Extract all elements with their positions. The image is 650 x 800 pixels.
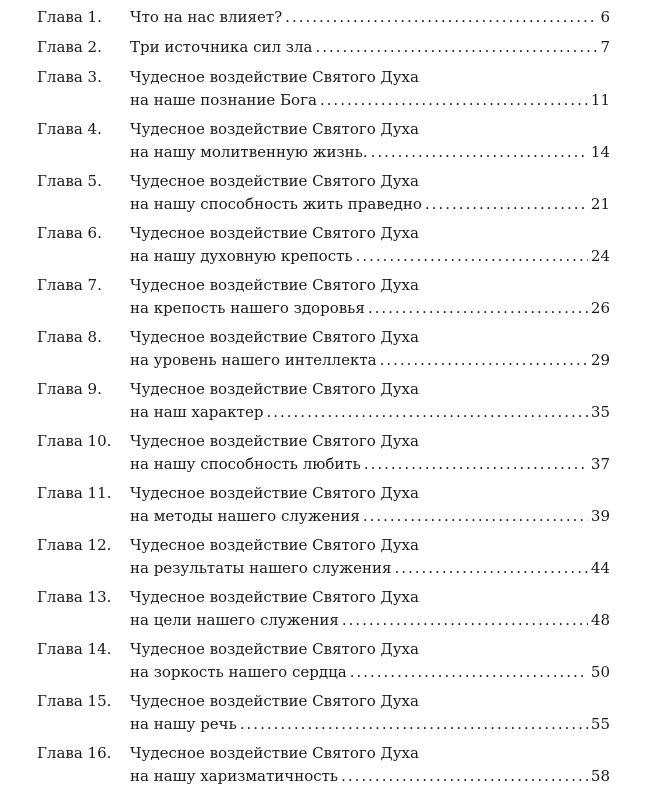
chapter-title-line <box>130 587 610 607</box>
chapter-title-text: на крепость нашего здоровья <box>130 299 365 317</box>
dot-leader <box>425 194 588 214</box>
chapter-title-text: Три источника сил зла <box>130 38 313 56</box>
chapter-label: Глава 8. <box>37 328 102 346</box>
chapter-title-text: на уровень нашего интеллекта <box>130 351 377 369</box>
page-number: 48 <box>590 611 610 629</box>
chapter-title-text: на наш характер <box>130 403 264 421</box>
chapter-title-text: Чудесное воздействие Святого Духа <box>130 536 419 554</box>
dot-leader <box>315 37 597 57</box>
chapter-title-line-with-page <box>130 350 610 370</box>
page-number: 11 <box>590 91 610 109</box>
chapter-title-line-with-page <box>130 610 610 630</box>
page-number: 21 <box>590 195 610 213</box>
chapter-title-line <box>130 67 610 87</box>
dot-leader <box>341 766 588 786</box>
page-number: 55 <box>590 715 610 733</box>
chapter-title-text: Чудесное воздействие Святого Духа <box>130 640 419 658</box>
chapter-title-text: Чудесное воздействие Святого Духа <box>130 380 419 398</box>
chapter-title-text: Чудесное воздействие Святого Духа <box>130 744 419 762</box>
chapter-title-text: на нашу способность любить <box>130 455 361 473</box>
chapter-label: Глава 10. <box>37 432 112 450</box>
chapter-title-text: Чудесное воздействие Святого Духа <box>130 484 419 502</box>
page-number: 14 <box>590 143 610 161</box>
chapter-title-text: на нашу молитвенную жизнь. <box>130 143 368 161</box>
chapter-title-line-with-page <box>130 558 610 578</box>
page-number: 39 <box>590 507 610 525</box>
page-number: 50 <box>590 663 610 681</box>
chapter-label: Глава 12. <box>37 536 112 554</box>
chapter-label: Глава 14. <box>37 640 112 658</box>
chapter-label: Глава 2. <box>37 38 102 56</box>
chapter-title-text: Чудесное воздействие Святого Духа <box>130 172 419 190</box>
chapter-title-text: на нашу речь <box>130 715 237 733</box>
chapter-title-line <box>130 691 610 711</box>
dot-leader <box>342 610 588 630</box>
chapter-title-line-with-page <box>130 298 610 318</box>
chapter-label: Глава 5. <box>37 172 102 190</box>
page-number: 44 <box>590 559 610 577</box>
dot-leader <box>350 662 588 682</box>
page-number: 6 <box>600 8 610 26</box>
chapter-label: Глава 7. <box>37 276 102 294</box>
chapter-title-text: Чудесное воздействие Святого Духа <box>130 120 419 138</box>
page-number: 35 <box>590 403 610 421</box>
dot-leader <box>356 246 588 266</box>
dot-leader <box>363 506 588 526</box>
chapter-title-text: Чудесное воздействие Святого Духа <box>130 588 419 606</box>
chapter-title-line <box>130 483 610 503</box>
chapter-label: Глава 1. <box>37 8 102 26</box>
chapter-label: Глава 11. <box>37 484 112 502</box>
chapter-title-line <box>130 379 610 399</box>
chapter-title-line <box>130 743 610 763</box>
chapter-title-line-with-page <box>130 766 610 786</box>
chapter-title-line-with-page <box>130 506 610 526</box>
chapter-label: Глава 16. <box>37 744 112 762</box>
chapter-title-line <box>130 119 610 139</box>
chapter-title-line-with-page <box>130 194 610 214</box>
chapter-title-text: на результаты нашего служения <box>130 559 392 577</box>
dot-leader <box>266 402 587 422</box>
chapter-label: Глава 9. <box>37 380 102 398</box>
chapter-title-text: Чудесное воздействие Святого Духа <box>130 432 419 450</box>
chapter-title-line-with-page <box>130 402 610 422</box>
chapter-label: Глава 6. <box>37 224 102 242</box>
chapter-title-text: на цели нашего служения <box>130 611 339 629</box>
chapter-title-text: на наше познание Бога <box>130 91 317 109</box>
chapter-title-text: Чудесное воздействие Святого Духа <box>130 224 419 242</box>
page-number: 29 <box>590 351 610 369</box>
page-number: 58 <box>590 767 610 785</box>
chapter-label: Глава 13. <box>37 588 112 606</box>
chapter-title-line <box>130 327 610 347</box>
dot-leader <box>320 90 588 110</box>
page-number: 7 <box>600 38 610 56</box>
chapter-title-line-with-page <box>130 246 610 266</box>
chapter-title-line <box>130 171 610 191</box>
dot-leader <box>371 142 588 162</box>
chapter-title-text: на нашу харизматичность <box>130 767 339 785</box>
dot-leader <box>368 298 588 318</box>
chapter-title-text: Чудесное воздействие Святого Духа <box>130 692 419 710</box>
page-number: 37 <box>590 455 610 473</box>
chapter-title-line <box>130 639 610 659</box>
chapter-title-text: на нашу способность жить праведно <box>130 195 422 213</box>
chapter-title-line-with-page <box>130 37 610 57</box>
dot-leader <box>394 558 587 578</box>
chapter-label: Глава 4. <box>37 120 102 138</box>
chapter-title-text: на нашу духовную крепость <box>130 247 353 265</box>
dot-leader <box>380 350 588 370</box>
chapter-title-line <box>130 223 610 243</box>
chapter-title-text: на зоркость нашего сердца <box>130 663 347 681</box>
page-number: 26 <box>590 299 610 317</box>
chapter-title-text: на методы нашего служения <box>130 507 360 525</box>
chapter-title-line-with-page <box>130 454 610 474</box>
chapter-title-line-with-page <box>130 142 610 162</box>
chapter-title-line-with-page <box>130 662 610 682</box>
page-number: 24 <box>590 247 610 265</box>
chapter-title-line <box>130 275 610 295</box>
chapter-title-line-with-page <box>130 90 610 110</box>
chapter-title-text: Чудесное воздействие Святого Духа <box>130 276 419 294</box>
chapter-label: Глава 15. <box>37 692 112 710</box>
dot-leader <box>364 454 588 474</box>
chapter-title-line <box>130 431 610 451</box>
dot-leader <box>240 714 588 734</box>
chapter-label: Глава 3. <box>37 68 102 86</box>
chapter-title-line-with-page <box>130 7 610 27</box>
dot-leader <box>285 7 597 27</box>
chapter-title-line-with-page <box>130 714 610 734</box>
chapter-title-text: Что на нас влияет? <box>130 8 283 26</box>
chapter-title-text: Чудесное воздействие Святого Духа <box>130 328 419 346</box>
chapter-title-line <box>130 535 610 555</box>
chapter-title-text: Чудесное воздействие Святого Духа <box>130 68 419 86</box>
